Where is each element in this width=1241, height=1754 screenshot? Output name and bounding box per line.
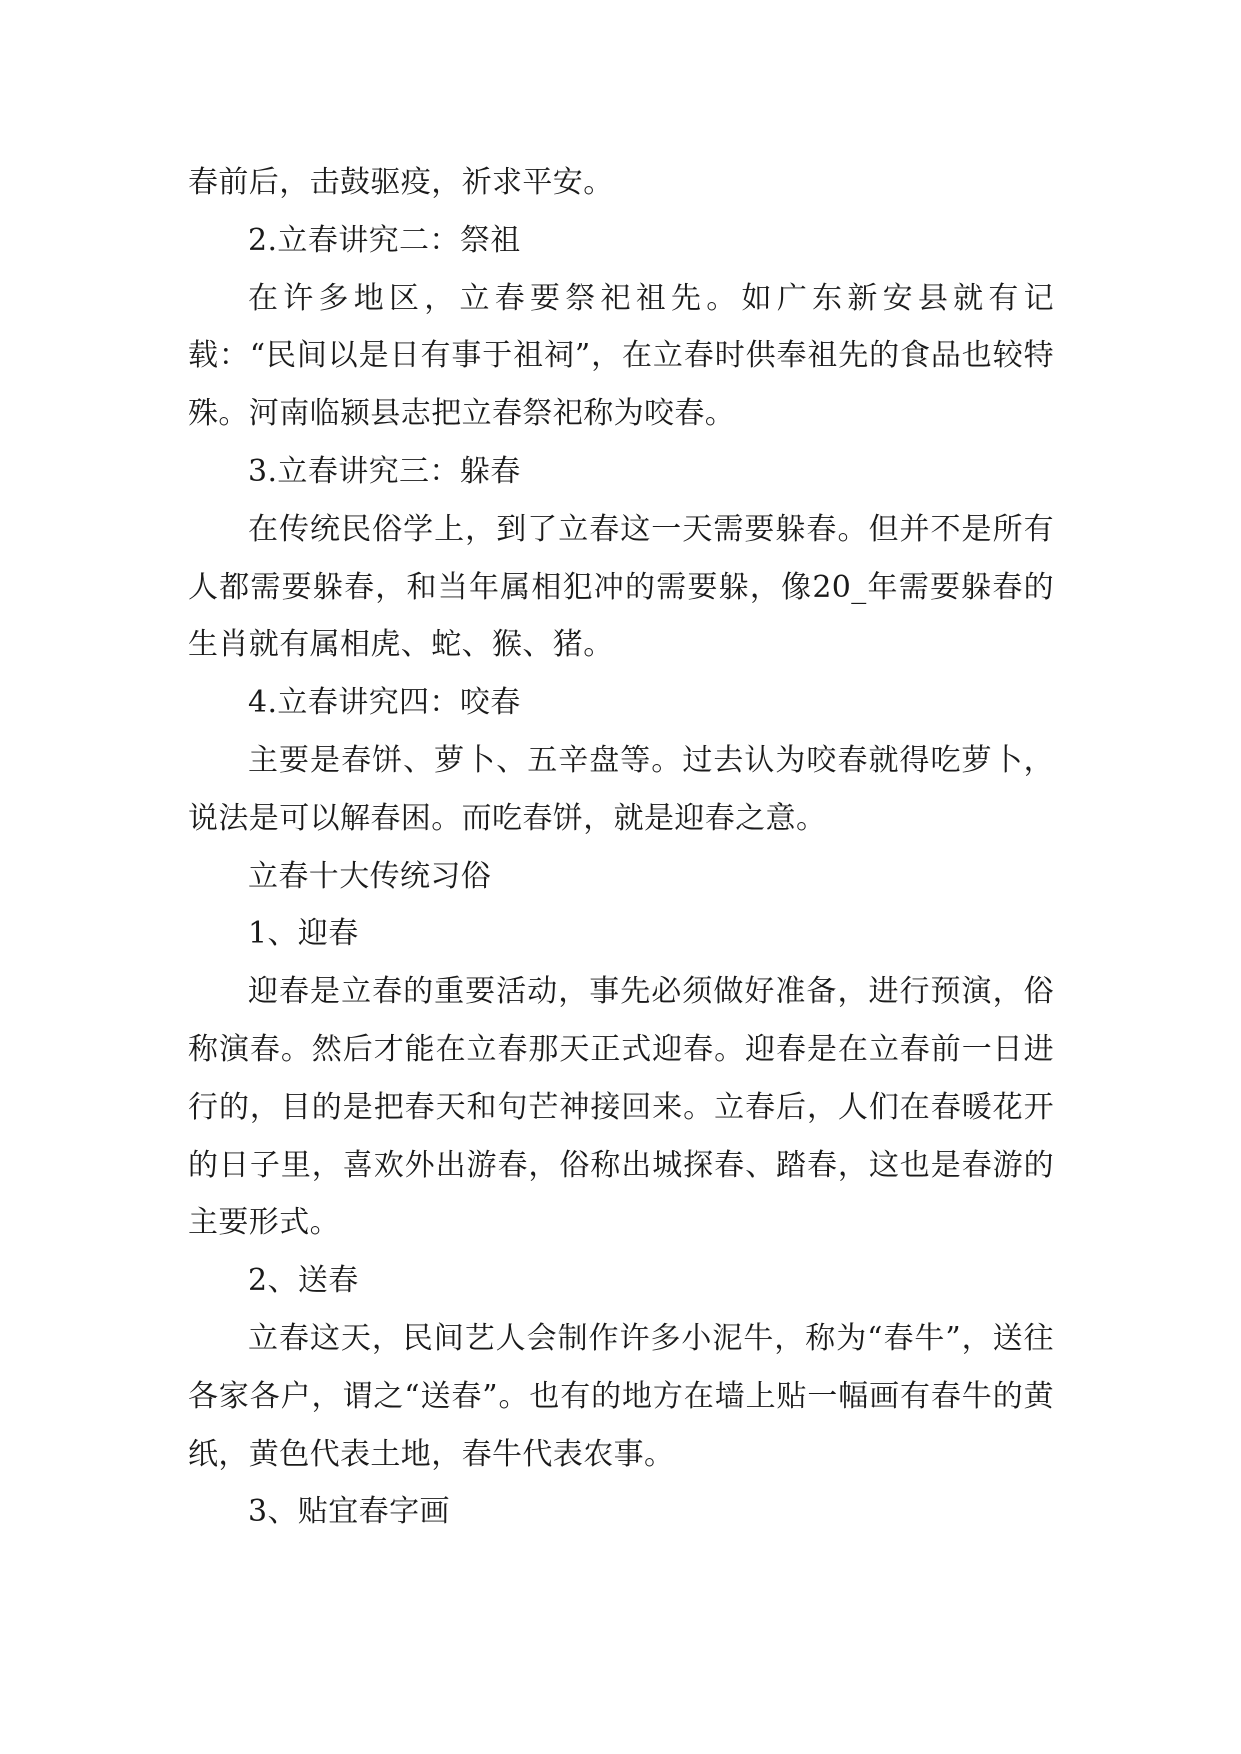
paragraph-ancestor-worship: 在许多地区，立春要祭祀祖先。如广东新安县就有记载：“民间以是日有事于祖祠”，在立春时供奉祖先的食品也较特殊。河南临颍县志把立春祭祀称为咬春。: [188, 280, 1054, 432]
section-heading-ancestor-worship: 2.立春讲究二：祭祖: [248, 222, 521, 258]
paragraph-bite-spring: 主要是春饼、萝卜、五辛盘等。过去认为咬春就得吃萝卜，说法是可以解春困。而吃春饼，就是迎春之意。: [188, 742, 1054, 836]
section-heading-avoid-spring: 3.立春讲究三：躲春: [248, 453, 521, 489]
section-heading-ten-customs: 立春十大传统习俗: [248, 858, 492, 894]
paragraph-send-spring: 立春这天，民间艺人会制作许多小泥牛，称为“春牛”，送往各家各户，谓之“送春”。也有的地方在墙上贴一幅画有春牛的黄纸，黄色代表土地，春牛代表农事。: [188, 1320, 1054, 1472]
subheading-welcome-spring: 1、迎春: [248, 916, 359, 952]
document-body: [188, 154, 1054, 1541]
paragraph-avoid-spring: 在传统民俗学上，到了立春这一天需要躲春。但并不是所有人都需要躲春，和当年属相犯冲的需要躲，像20_年需要躲春的生肖就有属相虎、蛇、猴、猪。: [188, 511, 1054, 663]
continuation-paragraph: 春前后，击鼓驱疫，祈求平安。: [188, 165, 614, 200]
subheading-spring-couplets: 3、贴宜春字画: [248, 1494, 450, 1530]
section-heading-bite-spring: 4.立春讲究四：咬春: [248, 685, 521, 721]
subheading-send-spring: 2、送春: [248, 1263, 359, 1299]
paragraph-welcome-spring: 迎春是立春的重要活动，事先必须做好准备，进行预演，俗称演春。然后才能在立春那天正式迎春。迎春是在立春前一日进行的，目的是把春天和句芒神接回来。立春后，人们在春暖花开的日子里，喜欢外出游春，俗称出城探春、踏春，这也是春游的主要形式。: [188, 974, 1054, 1241]
